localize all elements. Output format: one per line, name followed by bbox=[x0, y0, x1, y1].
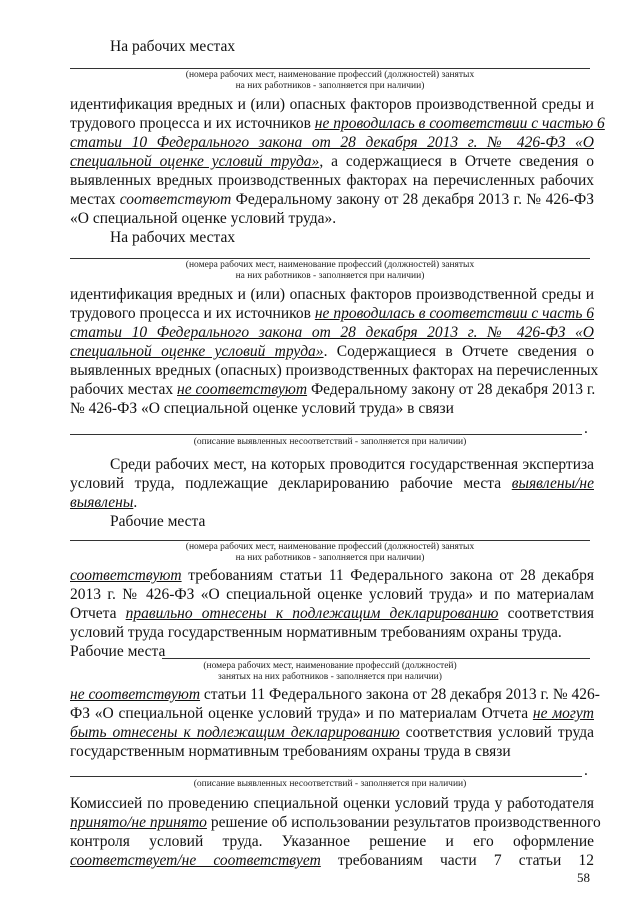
caption-2b: на них работников - заполняется при наличии) bbox=[235, 271, 425, 281]
paragraph-line: «О специальной оценке условий труда». bbox=[70, 210, 337, 227]
fill-line-4 bbox=[70, 540, 590, 541]
paragraph-line: статьи 10 Федерального закона от 28 декабря 2013 г. № 426-ФЗ «О bbox=[70, 134, 594, 151]
caption-4b: занятых на них работников - заполняется при наличии) bbox=[218, 672, 442, 682]
page-number: 58 bbox=[577, 870, 590, 885]
paragraph-line: рабочих местах не соответствуют Федеральному закону от 28 декабря 2013 г. bbox=[70, 381, 596, 398]
paragraph-line: статьи 10 Федерального закона от 28 декабря 2013 г. № 426-ФЗ «О bbox=[70, 324, 594, 341]
paragraph-line: государственным нормативным требованиям охраны труда в связи bbox=[70, 743, 511, 760]
workplaces-heading-3: Рабочие места bbox=[110, 513, 206, 530]
paragraph-line: идентификация вредных и (или) опасных факторов производственной среды и bbox=[70, 286, 594, 303]
paragraph-line: быть отнесены к подлежащим декларированию соответствия условий труда bbox=[70, 724, 594, 741]
caption-4a: (номера рабочих мест, наименование профессий (должностей) bbox=[203, 661, 457, 671]
paragraph-line: выявлены. bbox=[70, 494, 138, 511]
workplaces-heading-4: Рабочие места bbox=[70, 643, 166, 660]
caption-2c: (описание выявленных несоответствий - заполняется при наличии) bbox=[193, 437, 467, 447]
caption-4c: (описание выявленных несоответствий - заполняется при наличии) bbox=[193, 779, 467, 789]
fill-line-2 bbox=[70, 258, 590, 259]
paragraph-line: Комиссией по проведению специальной оценки условий труда у работодателя bbox=[70, 795, 594, 812]
paragraph-line: специальной оценке условий труда». Содержащиеся в Отчете сведения о bbox=[70, 343, 594, 360]
paragraph-line: не соответствуют статьи 11 Федерального закона от 28 декабря 2013 г. № 426- bbox=[70, 686, 600, 703]
fill-line-6 bbox=[70, 776, 582, 777]
caption-1a: (номера рабочих мест, наименование профессий (должностей) занятых bbox=[185, 70, 475, 80]
caption-2a: (номера рабочих мест, наименование профессий (должностей) занятых bbox=[185, 260, 475, 270]
paragraph-line: соответствуют требованиям статьи 11 Федерального закона от 28 декабря bbox=[70, 567, 594, 584]
caption-3b: на них работников - заполняется при наличии) bbox=[235, 553, 425, 563]
paragraph-line: Отчета правильно отнесены к подлежащим декларированию соответствия bbox=[70, 605, 594, 622]
line-end-dot: . bbox=[584, 420, 588, 437]
paragraph-line: специальной оценке условий труда», а содержащиеся в Отчете сведения о bbox=[70, 153, 594, 170]
paragraph-line: принято/не принято решение об использовании результатов производственного bbox=[70, 814, 601, 831]
paragraph-line: 2013 г. № 426-ФЗ «О специальной оценке условий труда» и по материалам bbox=[70, 586, 594, 603]
workplaces-heading-1: На рабочих местах bbox=[110, 38, 236, 55]
paragraph-line: Среди рабочих мест, на которых проводится государственная экспертиза bbox=[110, 456, 594, 473]
paragraph-line: условий труда государственным нормативным требованиям охраны труда. bbox=[70, 624, 562, 641]
caption-1b: на них работников - заполняется при наличии) bbox=[235, 81, 425, 91]
fill-line-5 bbox=[162, 658, 590, 659]
paragraph-line: контроля условий труда. Указанное решение и его оформление bbox=[70, 833, 594, 850]
line-end-dot: . bbox=[584, 762, 588, 779]
paragraph-line: № 426-ФЗ «О специальной оценке условий труда» в связи bbox=[70, 400, 454, 417]
paragraph-line: трудового процесса и их источников не проводилась в соответствии с частью 6 bbox=[70, 115, 605, 132]
paragraph-line: выявленных вредных производственных факторах на перечисленных рабочих bbox=[70, 172, 594, 189]
paragraph-line: идентификация вредных и (или) опасных факторов производственной среды и bbox=[70, 96, 594, 113]
paragraph-line: условий труда, подлежащие декларированию рабочие места выявлены/не bbox=[70, 475, 594, 492]
paragraph-line: трудового процесса и их источников не проводилась в соответствии с часть 6 bbox=[70, 305, 595, 322]
paragraph-line: ФЗ «О специальной оценке условий труда» и по материалам Отчета не могут bbox=[70, 705, 594, 722]
fill-line-3 bbox=[70, 434, 582, 435]
paragraph-line: выявленных вредных (опасных) производственных факторах на перечисленных bbox=[70, 362, 599, 379]
workplaces-heading-2: На рабочих местах bbox=[110, 229, 236, 246]
caption-3a: (номера рабочих мест, наименование профессий (должностей) занятых bbox=[185, 542, 475, 552]
paragraph-line: местах соответствуют Федеральному закону от 28 декабря 2013 г. № 426-ФЗ bbox=[70, 191, 594, 208]
paragraph-line: соответствует/не соответствует требованиям части 7 статьи 12 bbox=[70, 852, 594, 869]
fill-line-1 bbox=[70, 68, 590, 69]
